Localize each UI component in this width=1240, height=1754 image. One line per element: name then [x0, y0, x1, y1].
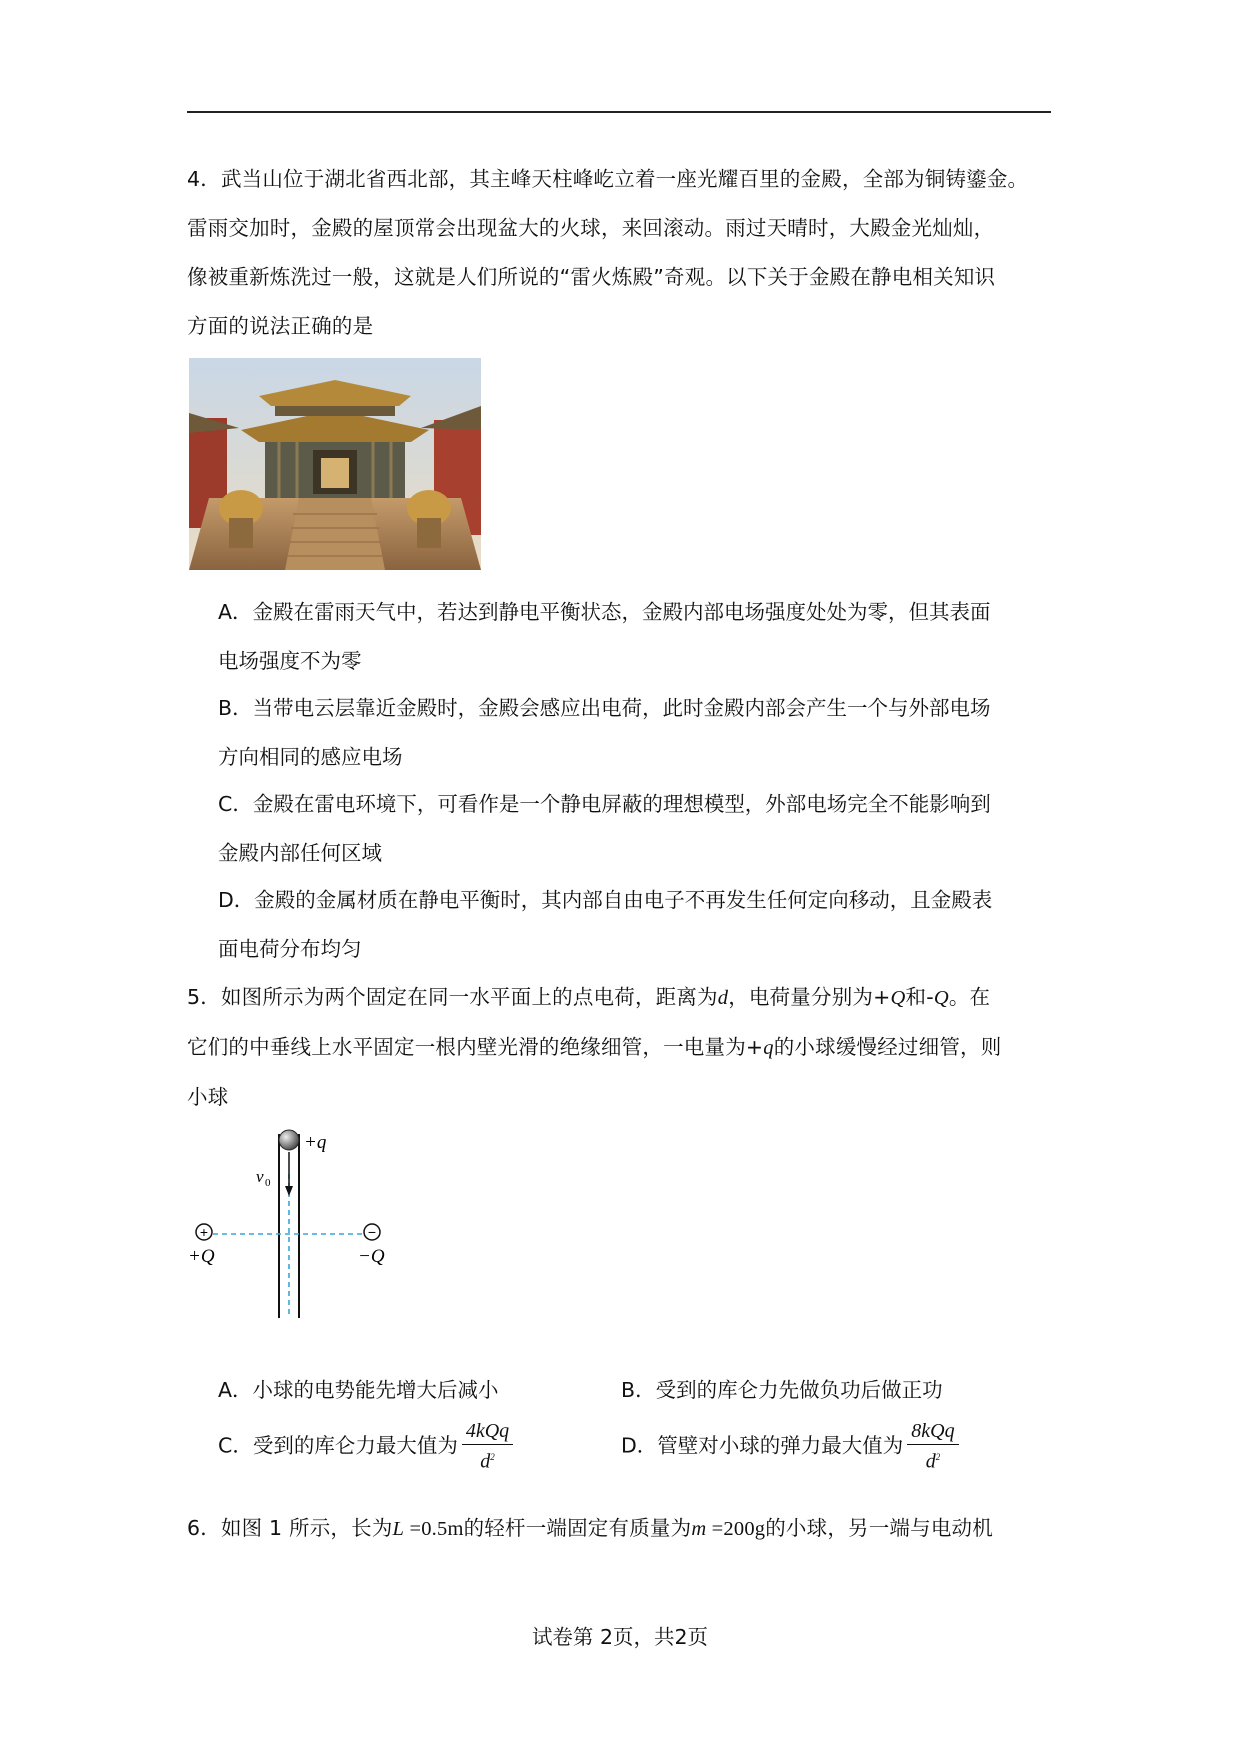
- question-4: [187, 155, 1067, 351]
- ball: [279, 1130, 299, 1150]
- q6-length-value: =0.5m: [404, 1518, 464, 1540]
- q5-line-3: 小球: [187, 1085, 229, 1109]
- q5-line-2: [187, 1023, 1067, 1073]
- positive-charge-label: +Q: [188, 1246, 215, 1267]
- q4-line-2: 雷雨交加时，金殿的屋顶常会出现盆大的火球，来回滚动。雨过天晴时，大殿金光灿灿，: [187, 216, 995, 240]
- q5-option-c: [218, 1420, 513, 1473]
- fraction-d-den-var: d: [925, 1450, 936, 1473]
- var-q-negative: Q: [933, 987, 949, 1009]
- q4-option-d: [218, 876, 1068, 974]
- q5-option-a: A．小球的电势能先增大后减小: [218, 1378, 499, 1402]
- q4-option-c-line-1: C．金殿在雷电环境下，可看作是一个静电屏蔽的理想模型，外部电场完全不能影响到: [218, 792, 991, 816]
- q5-text: 。在: [948, 985, 991, 1009]
- var-m: m: [691, 1518, 707, 1540]
- fraction-c-exponent: 2: [490, 1452, 495, 1462]
- q4-option-b-line-2: 方向相同的感应电场: [218, 745, 403, 769]
- var-L: L: [392, 1518, 405, 1540]
- fraction-c-numerator: 4kQq: [462, 1420, 513, 1445]
- q4-option-d-line-1: D．金殿的金属材质在静电平衡时，其内部自由电子不再发生任何定向移动，且金殿表: [218, 888, 993, 912]
- fraction-d-denominator: [907, 1445, 958, 1473]
- negative-charge-sign: −: [367, 1224, 377, 1240]
- q6-text: 的小球，另一端与电动机: [765, 1516, 993, 1540]
- q5-option-b: B．受到的库仑力先做负功后做正功: [621, 1378, 943, 1402]
- q5-text: 它们的中垂线上水平固定一根内壁光滑的绝缘细管，一电量为+: [187, 1035, 764, 1059]
- q4-option-a: [218, 588, 1068, 686]
- q6-text: 6．如图 1 所示，长为: [187, 1516, 393, 1540]
- q5-text: 5．如图所示为两个固定在同一水平面上的点电荷，距离为: [187, 985, 718, 1009]
- q5-text: ，电荷量分别为+: [728, 985, 891, 1009]
- question-6: [187, 1504, 1067, 1554]
- q4-option-a-line-1: A．金殿在雷雨天气中，若达到静电平衡状态，金殿内部电场强度处处为零，但其表面: [218, 600, 991, 624]
- q6-text: 的轻杆一端固定有质量为: [463, 1516, 692, 1540]
- q4-option-b: [218, 684, 1068, 782]
- q4-option-b-line-1: B．当带电云层靠近金殿时，金殿会感应出电荷，此时金殿内部会产生一个与外部电场: [218, 696, 991, 720]
- fraction-d: [907, 1420, 958, 1473]
- q4-line-4: 方面的说法正确的是: [187, 314, 374, 338]
- negative-charge-label: −Q: [358, 1246, 385, 1267]
- fraction-c-denominator: [462, 1445, 513, 1473]
- question-5: [187, 973, 1067, 1122]
- q4-option-a-line-2: 电场强度不为零: [218, 649, 362, 673]
- ball-charge-label: +q: [304, 1132, 327, 1153]
- velocity-subscript: 0: [265, 1177, 271, 1189]
- q5-text: 的小球缓慢经过细管，则: [773, 1035, 1002, 1059]
- q5-line-1: [187, 973, 1067, 1023]
- velocity-arrowhead: [285, 1186, 293, 1196]
- q4-option-d-line-2: 面电荷分布均匀: [218, 937, 362, 961]
- page-footer: 试卷第 2页，共2页: [531, 1625, 709, 1649]
- var-q-positive: Q: [890, 987, 906, 1009]
- fraction-d-numerator: 8kQq: [907, 1420, 958, 1445]
- positive-charge-sign: +: [199, 1224, 209, 1240]
- golden-palace-photo: [189, 358, 481, 570]
- q5-option-c-text: C．受到的库仑力最大值为: [218, 1433, 458, 1458]
- fraction-c: [462, 1420, 513, 1473]
- charge-tube-diagram: [188, 1124, 398, 1324]
- q5-option-d: [621, 1420, 959, 1473]
- q4-line-3: 像被重新炼洗过一般，这就是人们所说的“雷火炼殿”奇观。以下关于金殿在静电相关知识: [187, 265, 996, 289]
- fraction-d-exponent: 2: [935, 1452, 941, 1462]
- header-rule: [187, 111, 1051, 113]
- q5-text: 和-: [905, 985, 934, 1009]
- fraction-c-den-var: d: [480, 1450, 491, 1473]
- q4-option-c: [218, 780, 1068, 878]
- var-small-q: q: [763, 1037, 774, 1059]
- q6-mass-value: =200g: [706, 1518, 766, 1540]
- var-d: d: [717, 987, 729, 1009]
- q4-option-c-line-2: 金殿内部任何区域: [218, 841, 382, 865]
- velocity-label: v: [256, 1167, 264, 1186]
- q4-line-1: 4．武当山位于湖北省西北部，其主峰天柱峰屹立着一座光耀百里的金殿，全部为铜铸鎏金。: [187, 167, 1029, 191]
- q5-option-d-text: D．管壁对小球的弹力最大值为: [621, 1433, 904, 1458]
